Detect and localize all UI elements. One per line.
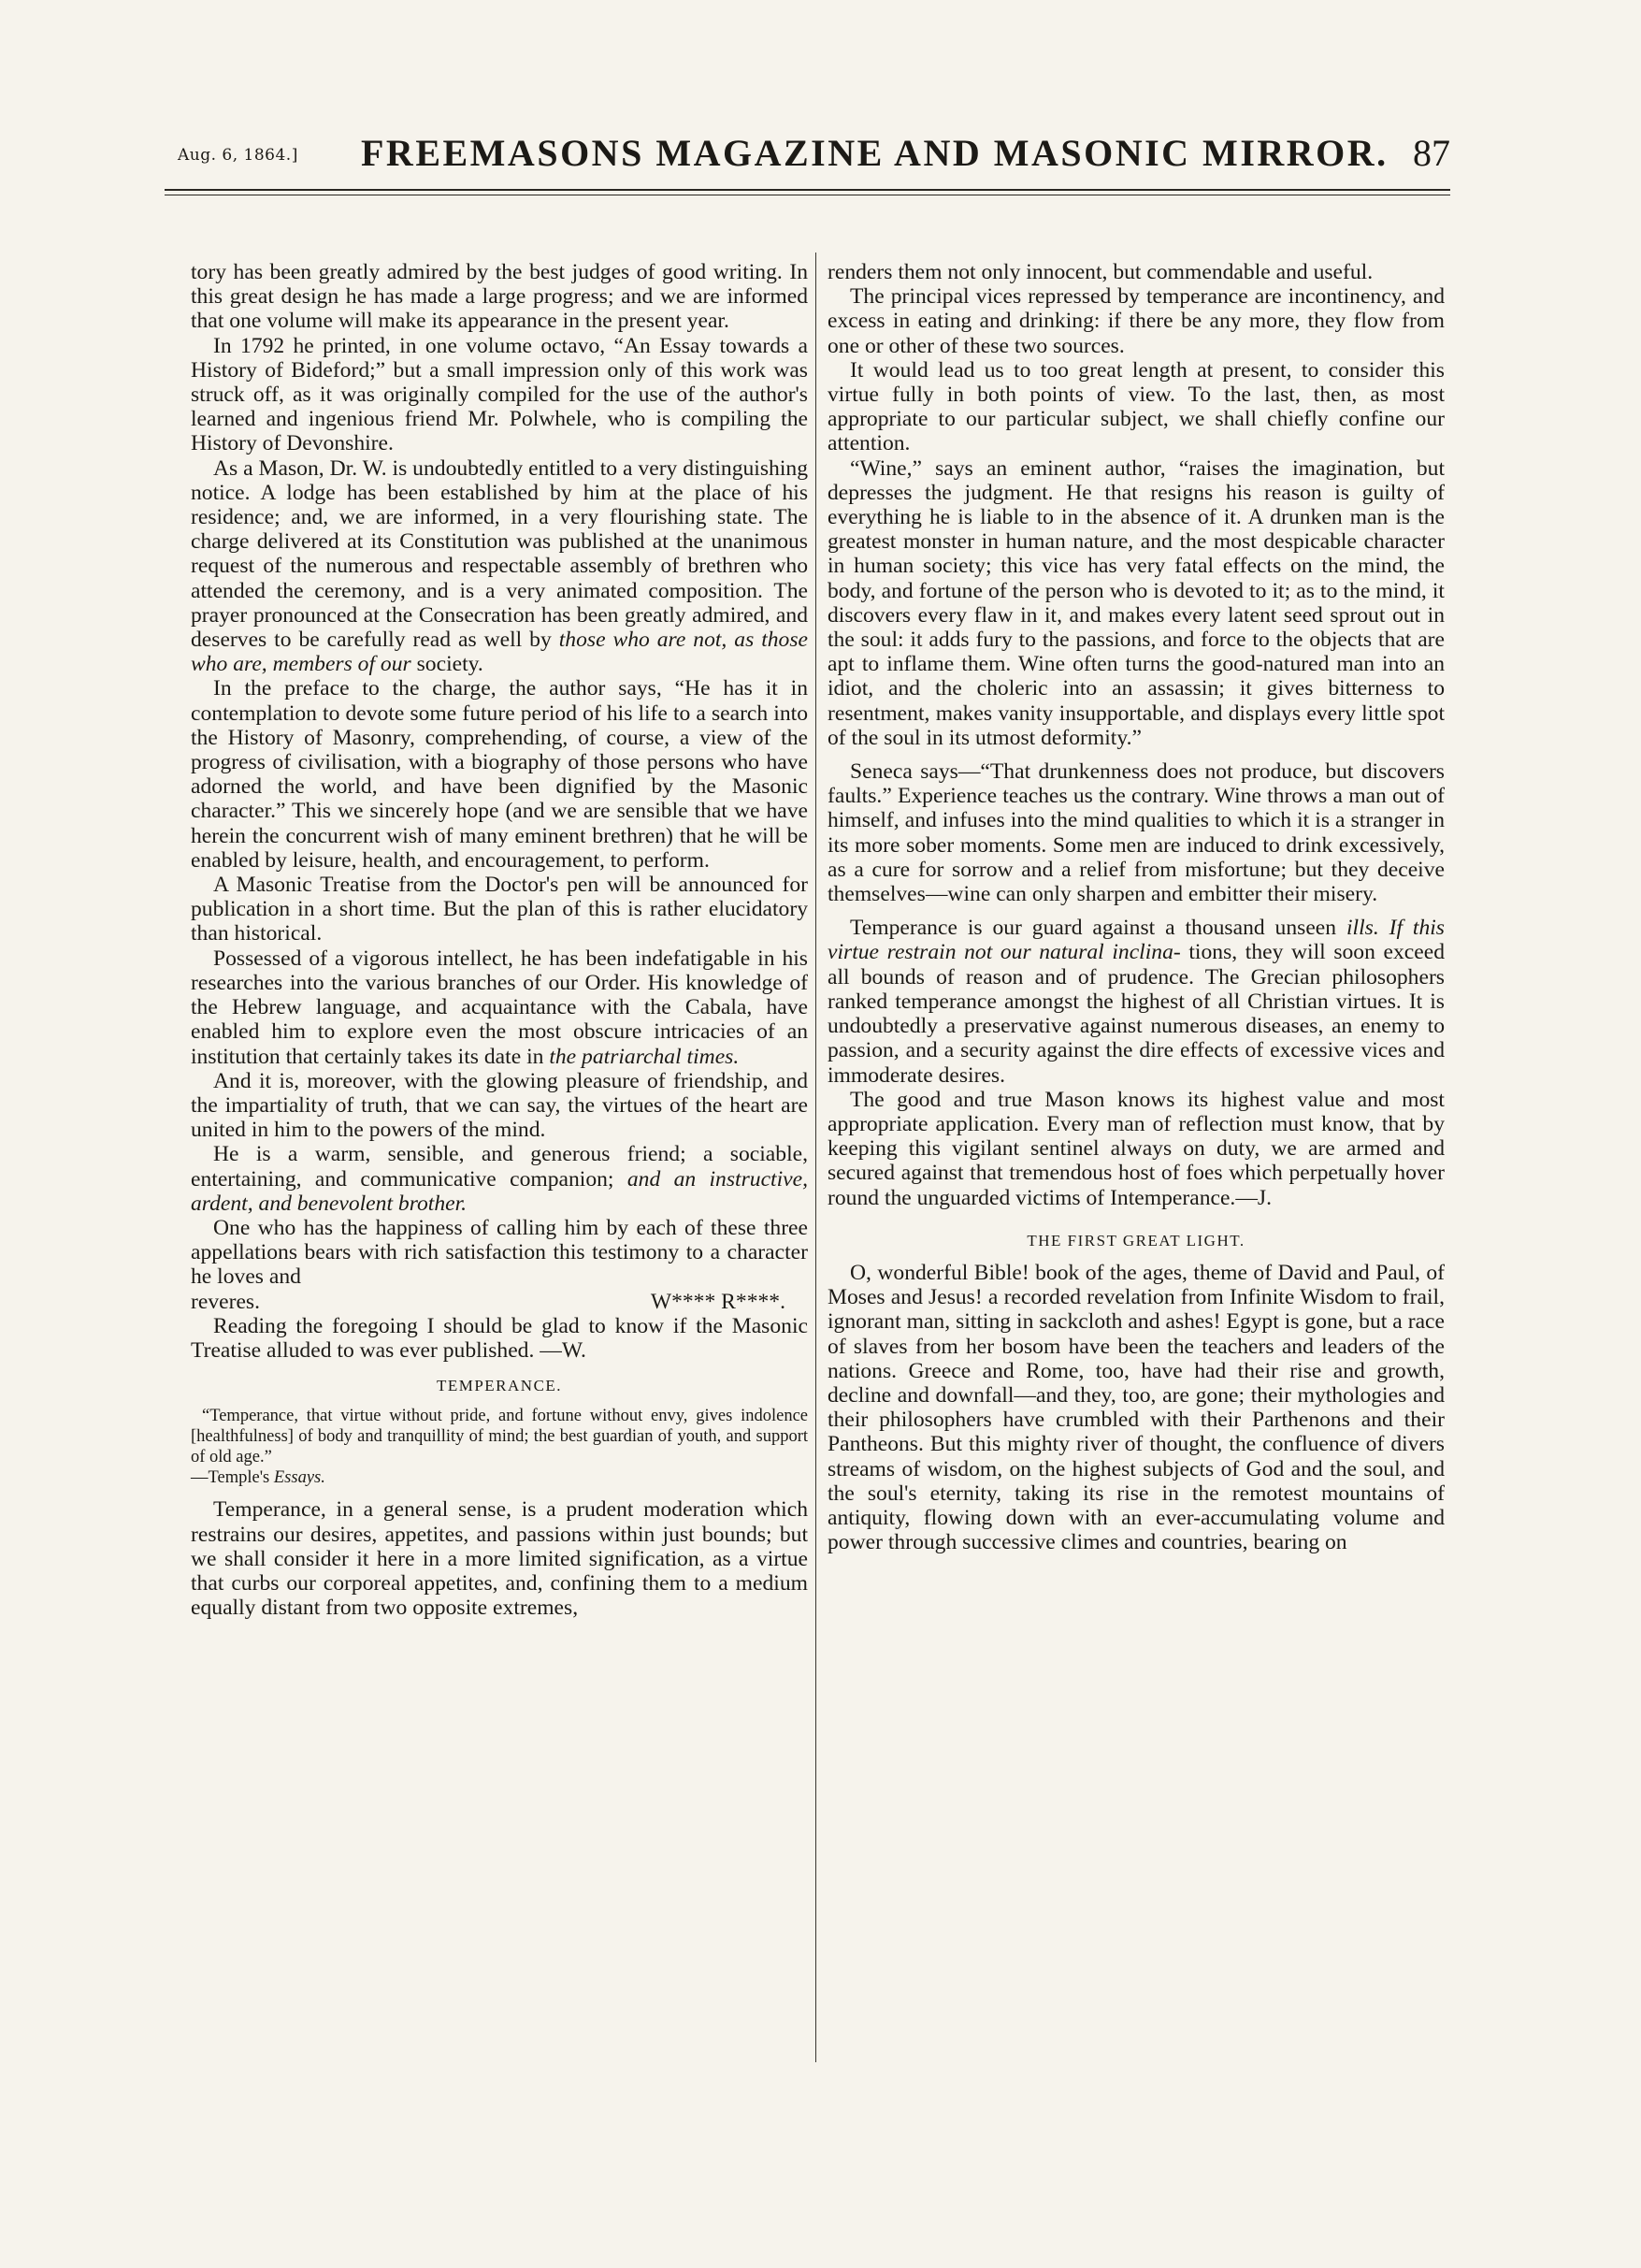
- spacer: [828, 906, 1445, 916]
- paragraph: The good and true Mason knows its highest value and most appropriate application. Every man of reflection must know, that by keeping this vigilant sentinel always on duty, we are armed and secured against that tremendous host of foes which perpetually hover round the unguarded victims of Intemperance.—J.: [828, 1087, 1445, 1210]
- paragraph: tory has been greatly admired by the best judges of good writing. In this great design he has made a large progress; and we are informed that one volume will make its appearance in the present year.: [191, 260, 808, 334]
- paragraph: The principal vices repressed by temperance are incontinency, and excess in eating and drinking: if there be any more, they flow from one or other of these two sources.: [828, 284, 1445, 358]
- paragraph: [191, 1216, 808, 1290]
- italic-text: Essays.: [273, 1468, 325, 1488]
- text-run: —Temple's: [191, 1468, 270, 1488]
- italic-text: those who are not, as those who are, members of our: [191, 628, 808, 677]
- magazine-title: FREEMASONS MAGAZINE AND MASONIC MIRROR.: [361, 132, 1389, 174]
- paragraph: “Wine,” says an eminent author, “raises the imagination, but depresses the judgment. He that resigns his reason is guilty of everything he is liable to in the absence of it. A drunken man is the greatest monster in human nature, and the most despicable character in human society; this vice has very fatal effects on the mind, the body, and fortune of the person who is devoted to it; as to the mind, it discovers every flaw in it, and makes every latent seed sprout out in the soul: it adds fury to the passions, and force to the objects that are apt to inflame them. Wine often turns the good-natured man into an idiot, and the choleric into an assassin; it gives bitterness to resentment, makes vanity insupportable, and displays every little spot of the soul in its utmost deformity.”: [828, 455, 1445, 750]
- paragraph: A Masonic Treatise from the Doctor's pen will be announced for publication in a short time. But the plan of this is rather elucidatory than historical.: [191, 873, 808, 946]
- epigraph-source: [191, 1467, 808, 1488]
- text-run: As a Mason, Dr. W. is undoubtedly entitled to a very distinguishing notice. A lodge has been established by him at the place of his residence; and, we are informed, in a very flourishing state. The charge delivered at its Constitution was published at the unanimous request of the numerous and respectable assembly of brethren who attended the ceremony, and is a very animated composition. The prayer pronounced at the Consecration has been greatly admired, and deserves to be carefully read as well by: [191, 455, 808, 653]
- paragraph: In 1792 he printed, in one volume octavo, “An Essay towards a History of Bideford;” but a small impression only of this work was struck off, as it was originally compiled for the use of the author's learned and ingenious friend Mr. Polwhele, who is compiling the History of Devonshire.: [191, 333, 808, 456]
- page-number: 87: [1413, 132, 1450, 174]
- text-run: society.: [416, 652, 483, 677]
- text-run: reveres.: [191, 1289, 261, 1314]
- italic-text: ills. If this virtue restrain not our natural inclina-: [828, 916, 1445, 965]
- italic-text: the patriarchal times.: [549, 1044, 740, 1069]
- text-run: Temperance is our guard against a thousand unseen: [850, 916, 1337, 941]
- running-header: [165, 131, 1450, 185]
- paragraph: [191, 456, 808, 677]
- text-run: Possessed of a vigorous intellect, he has been indefatigable in his researches into the various branches of our Order. His knowledge of the Hebrew language, and acquaintance with the Cabala, have enabled him to explore even the most obscure intricacies of an institution that certainly takes its date in: [191, 946, 808, 1069]
- paragraph: O, wonderful Bible! book of the ages, theme of David and Paul, of Moses and Jesus! a recorded revelation from Infinite Wisdom to frail, ignorant man, sitting in sackcloth and ashes! Egypt is gone, but a race of slaves from her bosom have been the teachers and leaders of the nations. Greece and Rome, too, have had their rise and growth, decline and downfall—and they, too, are gone; their mythologies and their philosophers have crumbled with their Parthenons and their Pantheons. But this mighty river of thought, the confluence of divers streams of wisdom, on the highest subjects of God and the soul, and the soul's eternity, taking its rise in the remotest mountains of antiquity, flowing down with an ever-accumulating volume and power through successive climes and countries, bearing on: [828, 1260, 1445, 1555]
- text-run: tions, they will soon exceed all bounds of reason and of prudence. The Grecian philosophers ranked temperance amongst the highest of all Christian virtues. It is undoubtedly a preservative against numerous diseases, an enemy to passion, and a security against the dire effects of excessive vices and immoderate desires.: [828, 940, 1445, 1088]
- paragraph: [828, 916, 1445, 1087]
- signature: W**** R****.: [650, 1289, 785, 1314]
- epigraph-quote: “Temperance, that virtue without pride, and fortune without envy, gives indolence [healthfulness] of body and tranquillity of mind; the best guardian of youth, and support of old age.”: [191, 1407, 808, 1467]
- right-column: [828, 260, 1445, 1554]
- column-divider: [815, 253, 816, 2062]
- paragraph: Seneca says—“That drunkenness does not produce, but discovers faults.” Experience teaches us the contrary. Wine throws a man out of himself, and infuses into the mind qualities to which it is a stranger in its more sober moments. Some men are induced to drink excessively, as a cure for sorrow and a relief from misfortune; but they deceive themselves—wine can only sharpen and embitter their misery.: [828, 759, 1445, 907]
- epigraph: [191, 1406, 808, 1488]
- issue-date: Aug. 6, 1864.]: [178, 146, 298, 165]
- left-column: [191, 260, 808, 1620]
- header-rule-top: [165, 189, 1450, 191]
- paragraph: Reading the foregoing I should be glad to know if the Masonic Treatise alluded to was ever published. —W.: [191, 1313, 808, 1363]
- paragraph: Temperance, in a general sense, is a prudent moderation which restrains our desires, appetites, and passions within just bounds; but we shall consider it here in a more limited signification, as a virtue that curbs our corporeal appetites, and, confining them to a medium equally distant from two opposite extremes,: [191, 1497, 808, 1621]
- section-heading-first-great-light: THE FIRST GREAT LIGHT.: [1027, 1231, 1245, 1250]
- paragraph: It would lead us to too great length at present, to consider this virtue fully in both points of view. To the last, then, as most appropriate to our particular subject, we shall chiefly confine our attention.: [828, 357, 1445, 456]
- section-heading-temperance: TEMPERANCE.: [436, 1377, 563, 1395]
- spacer: [828, 750, 1445, 759]
- signature-line: [191, 1290, 808, 1314]
- text-run: One who has the happiness of calling him by each of these three appellations bears with rich satisfaction this testimony to a character he loves and: [191, 1215, 808, 1290]
- italic-text: and an instructive, ardent, and benevolent brother.: [191, 1166, 808, 1216]
- paragraph: [191, 1142, 808, 1216]
- paragraph: In the preface to the charge, the author says, “He has it in contemplation to devote some future period of his life to a search into the History of Masonry, comprehending, of course, a view of the progress of civilisation, with a biography of those persons who have adorned the world, and have been dignified by the Masonic character.” This we sincerely hope (and we are sensible that we have herein the concurrent wish of many eminent brethren) that he will be enabled by leisure, health, and encouragement, to perform.: [191, 676, 808, 873]
- paragraph: [191, 946, 808, 1069]
- text-run: He is a warm, sensible, and generous friend; a sociable, entertaining, and communicative companion;: [191, 1142, 808, 1192]
- paragraph: renders them not only innocent, but commendable and useful.: [828, 260, 1374, 284]
- paragraph: And it is, moreover, with the glowing pleasure of friendship, and the impartiality of truth, that we can say, the virtues of the heart are united in him to the powers of the mind.: [191, 1068, 808, 1143]
